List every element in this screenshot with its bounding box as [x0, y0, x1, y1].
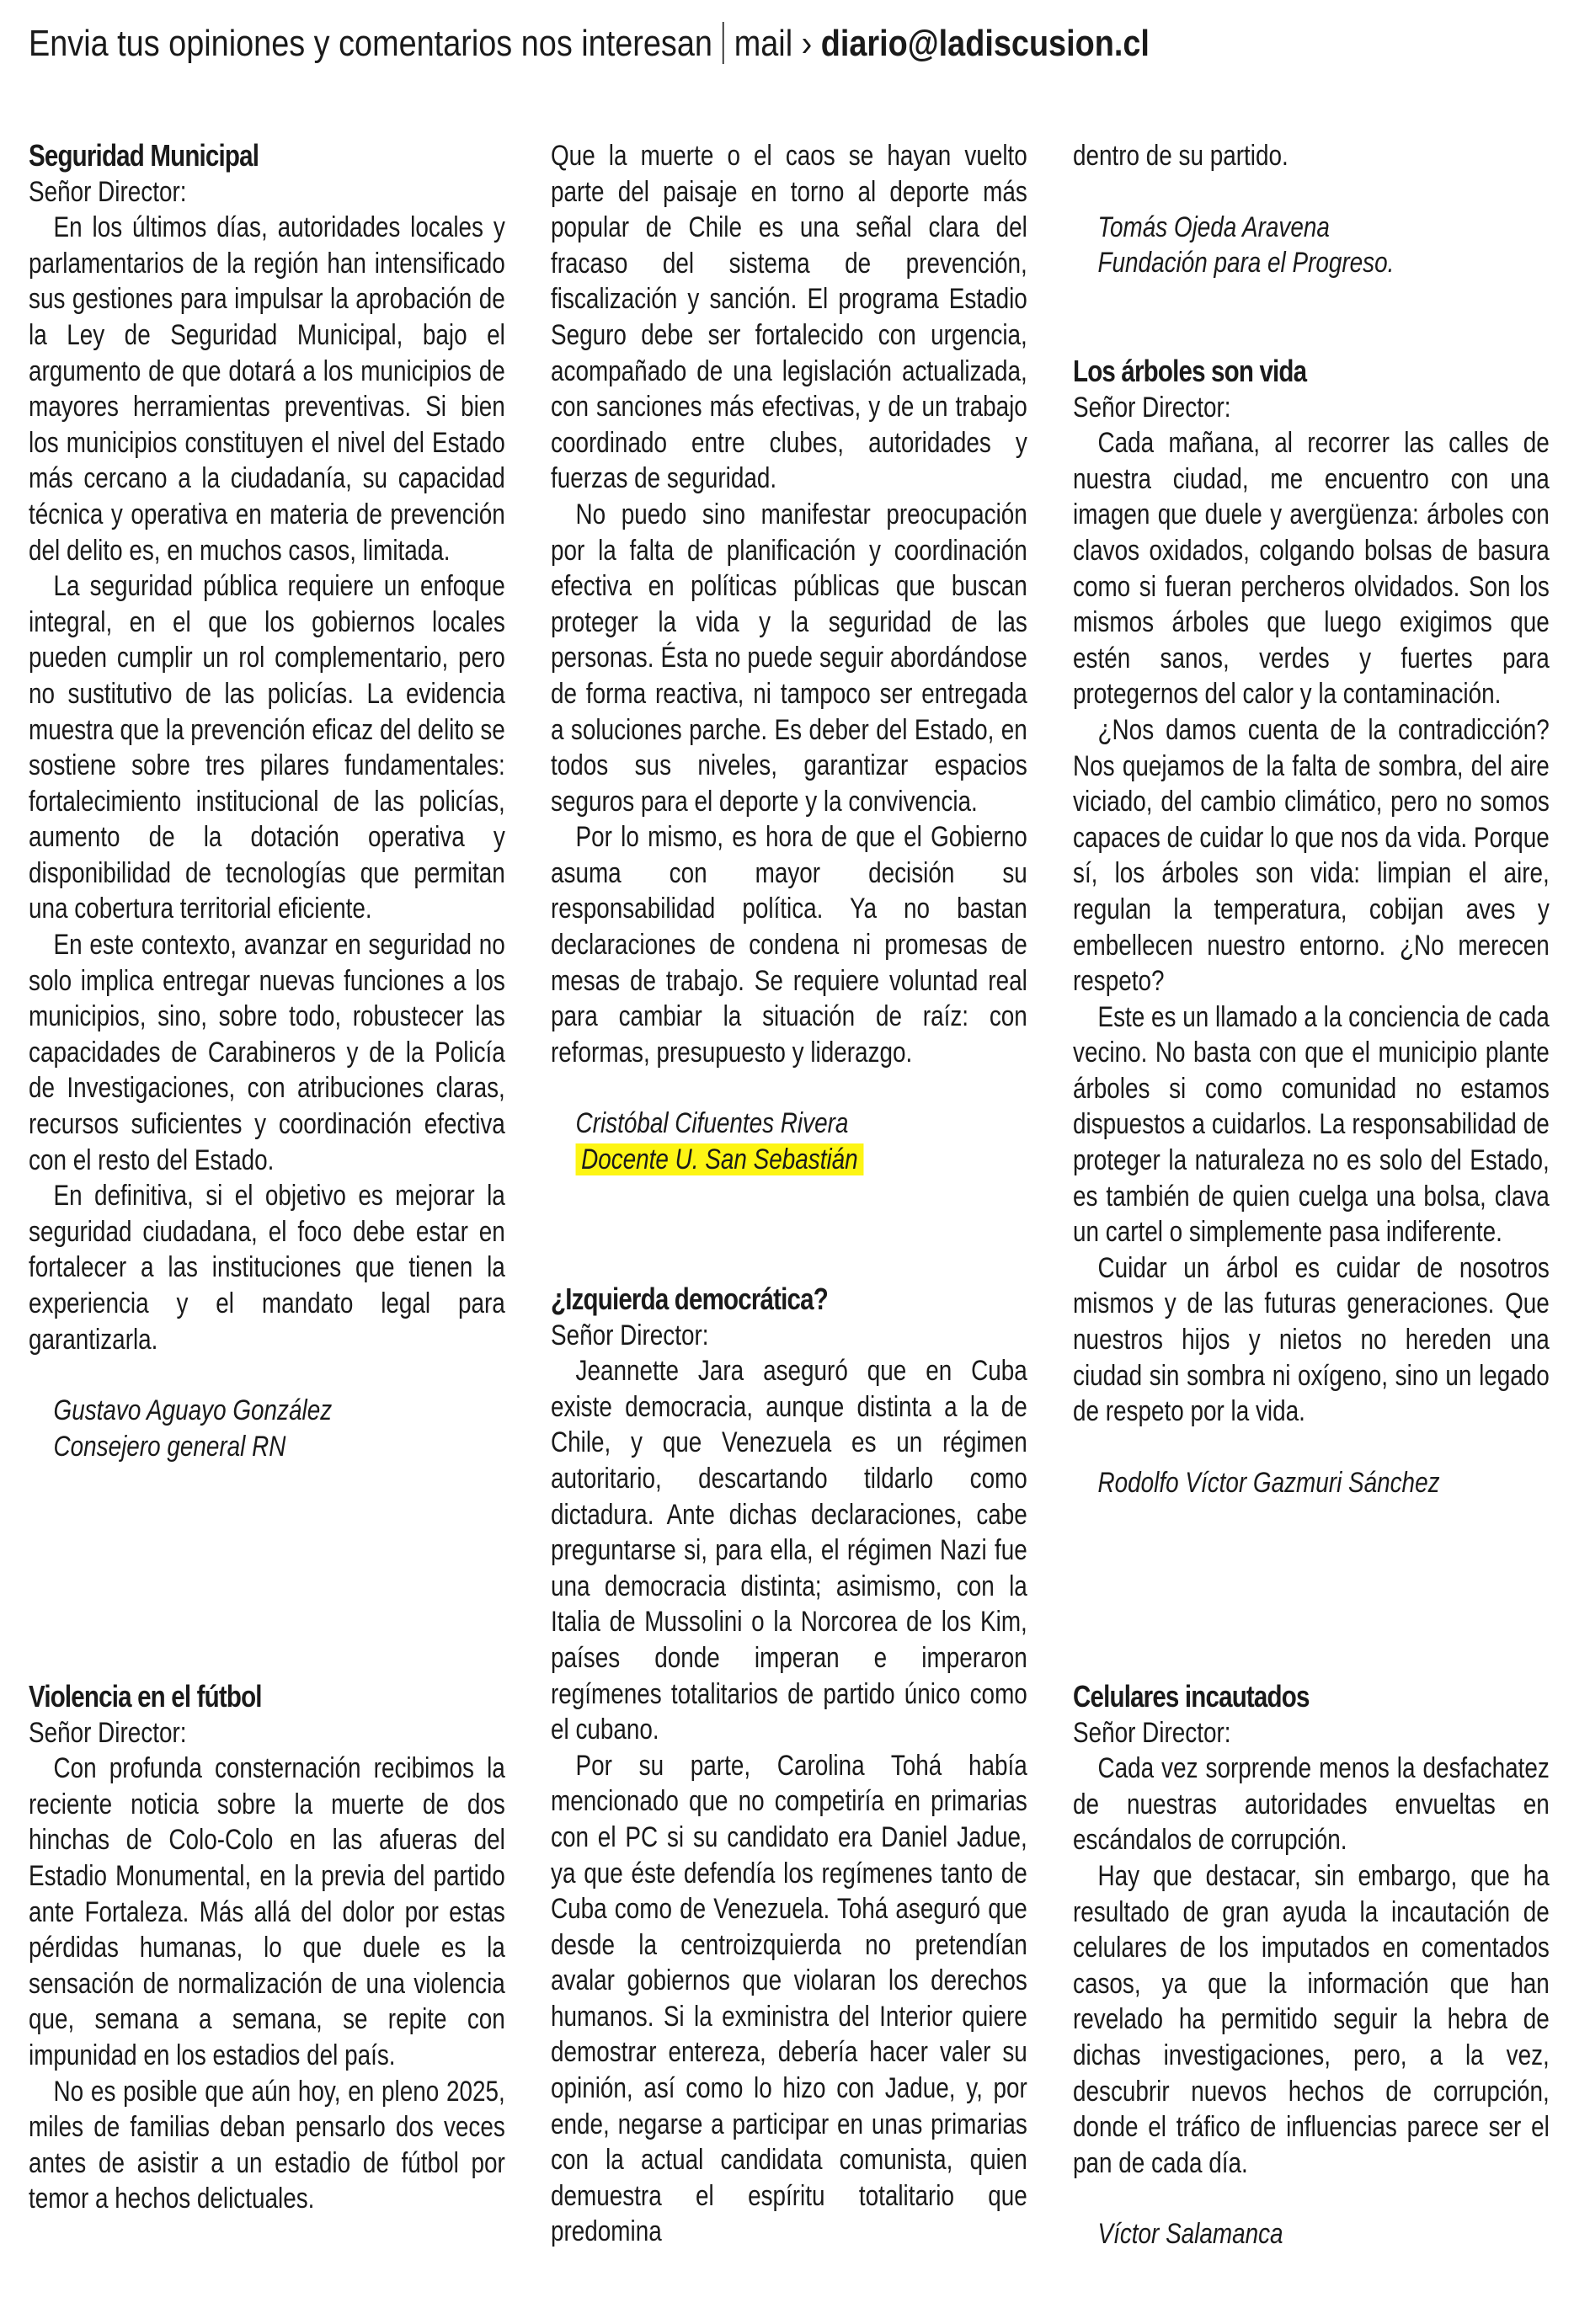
author-name: Víctor Salamanca [1097, 2218, 1283, 2251]
letter-violencia-futbol-continued [551, 138, 1027, 1178]
mail-label: mail › [734, 23, 813, 64]
paragraph: Cada vez sorprende menos la desfachatez de nuestras autoridades envueltas en escándalos de corrupción. [1073, 1752, 1550, 1857]
email-link[interactable]: diario@ladiscusion.cl [820, 23, 1150, 64]
letter-celulares-incautados [1073, 1679, 1550, 2252]
letter-title: Seguridad Municipal [29, 138, 259, 173]
letter-izquierda-democratica [551, 1282, 1027, 2250]
author-role: Fundación para el Progreso. [1097, 247, 1395, 280]
paragraph: En definitiva, si el objetivo es mejorar la seguridad ciudadana, el foco debe estar en fortalecer a las instituciones que tienen la experiencia y el mandato legal para garantizarla. [29, 1180, 505, 1356]
salutation: Señor Director: [1073, 391, 1231, 424]
paragraph: Jeannette Jara aseguró que en Cuba existe democracia, aunque distinta a la de Chile, y que Venezuela es un régimen autoritario, descartando tildarlo como dictadura. Ante dichas declaraciones, cabe preguntarse si, para ella, el régimen Nazi fue una democracia distinta; asimismo, con la Italia de Mussolini o la Norcorea de los Kim, países donde imperan e imperaron regímenes totalitarios de partido único como el cubano. [551, 1355, 1027, 1746]
letter-title: Celulares incautados [1073, 1679, 1310, 1714]
paragraph: Este es un llamado a la conciencia de cada vecino. No basta con que el municipio plante árboles si como comunidad no estamos dispuestos a cuidarlos. La responsabilidad de proteger la naturaleza no es solo del Estado, es también de quien cuelga una bolsa, clava un cartel o simplemente pasa indiferente. [1073, 1000, 1550, 1249]
paragraph: ¿Nos damos cuenta de la contradicción? Nos quejamos de la falta de sombra, del aire viciado, del cambio climático, pero no somos capaces de cuidar lo que nos da vida. Porque sí, los árboles son vida: limpian el aire, regulan la temperatura, cobijan aves y embellecen nuestro entorno. ¿No merecen respeto? [1073, 713, 1550, 998]
paragraph: No puedo sino manifestar preocupación por la falta de planificación y coordinación efectiva en políticas públicas que buscan proteger la vida y la seguridad de las personas. Ésta no puede seguir abordándose de forma reactiva, ni tampoco ser entregada a soluciones parche. Es deber del Estado, en todos sus niveles, garantizar espacios seguros para el deporte y la convivencia. [551, 498, 1027, 818]
paragraph: Que la muerte o el caos se hayan vuelto parte del paisaje en torno al deporte más popular de Chile es una señal clara del fracaso del sistema de prevención, fiscalización y sanción. El programa Estadio Seguro debe ser fortalecido con urgencia, acompañado de una legislación actualizada, con sanciones más efectivas, y de un trabajo coordinado entre clubes, autoridades y fuerzas de seguridad. [551, 140, 1027, 495]
author-role: Consejero general RN [53, 1430, 286, 1463]
paragraph: No es posible que aún hoy, en pleno 2025, miles de familias deban pensarlo dos veces antes de asistir a un estadio de fútbol por temor a hechos delictuales. [29, 2075, 505, 2215]
letter-title: ¿Izquierda democrática? [551, 1282, 828, 1316]
letter-seguridad-municipal [29, 138, 505, 1464]
contact-banner [29, 19, 1150, 69]
paragraph: En este contexto, avanzar en seguridad no solo implica entregar nuevas funciones a los municipios, sino, sobre todo, robustecer las capacidades de Carabineros y de la Policía de Investigaciones, con atribuciones claras, recursos suficientes y coordinación efectiva con el resto del Estado. [29, 929, 505, 1176]
letter-arboles-son-vida [1073, 354, 1550, 1500]
paragraph: Hay que destacar, sin embargo, que ha resultado de gran ayuda la incautación de celulares de los imputados en comentados casos, ya que la información que han revelado ha permitido seguir la hebra de dichas investigaciones, pero, a la vez, descubrir nuevos hechos de corrupción, donde el tráfico de influencias parece ser el pan de cada día. [1073, 1859, 1550, 2179]
banner-text: Envia tus opiniones y comentarios nos interesan [29, 23, 712, 64]
letter-title: Violencia en el fútbol [29, 1679, 262, 1714]
paragraph: La seguridad pública requiere un enfoque integral, en el que los gobiernos locales pueden cumplir un rol complementario, pero no sustitutivo de las policías. La evidencia muestra que la prevención eficaz del delito se sostiene sobre tres pilares fundamentales: fortalecimiento institucional de las policías, aumento de la dotación operativa y disponibilidad de tecnologías que permitan una cobertura territorial eficiente. [29, 570, 505, 925]
salutation: Señor Director: [551, 1319, 709, 1351]
paragraph: Con profunda consternación recibimos la reciente noticia sobre la muerte de dos hinchas de Colo-Colo en las afueras del Estadio Monumental, en la previa del partido ante Fortaleza. Más allá del dolor por estas pérdidas humanas, lo que duele es la sensación de normalización de una violencia que, semana a semana, se repite con impunidad en los estadios del país. [29, 1752, 505, 2071]
paragraph: dentro de su partido. [1073, 140, 1289, 172]
author-name: Tomás Ojeda Aravena [1097, 211, 1330, 243]
salutation: Señor Director: [1073, 1716, 1231, 1749]
salutation: Señor Director: [29, 175, 187, 208]
paragraph: Cuidar un árbol es cuidar de nosotros mismos y de las futuras generaciones. Que nuestros hijos y nietos no hereden una ciudad sin sombra ni oxígeno, sino un legado de respeto por la vida. [1073, 1251, 1550, 1428]
letter-title: Los árboles son vida [1073, 354, 1307, 388]
letter-izquierda-democratica-continued [1073, 138, 1550, 281]
paragraph: Cada mañana, al recorrer las calles de nuestra ciudad, me encuentro con una imagen que duele y avergüenza: árboles con clavos oxidados, colgando bolsas de basura como si fueran percheros olvidados. Son los mismos árboles que luego exigimos que estén sanos, verdes y fuertes para protegernos del calor y la contaminación. [1073, 427, 1550, 711]
salutation: Señor Director: [29, 1716, 187, 1749]
author-role-highlighted: Docente U. San Sebastián [576, 1143, 864, 1175]
author-name: Cristóbal Cifuentes Rivera [575, 1107, 849, 1140]
paragraph: Por lo mismo, es hora de que el Gobierno asuma con mayor decisión su responsabilidad política. Ya no bastan declaraciones de condena ni promesas de mesas de trabajo. Se requiere voluntad real para cambiar la situación de raíz: con reformas, presupuesto y liderazgo. [551, 821, 1027, 1069]
paragraph: En los últimos días, autoridades locales y parlamentarios de la región han intensificado sus gestiones para impulsar la aprobación de la Ley de Seguridad Municipal, bajo el argumento de que dotará a los municipios de mayores herramientas preventivas. Si bien los municipios constituyen el nivel del Estado más cercano a la ciudadanía, su capacidad técnica y operativa en materia de prevención del delito es, en muchos casos, limitada. [29, 211, 505, 567]
paragraph: Por su parte, Carolina Tohá había mencionado que no competiría en primarias con el PC si su candidato era Daniel Jadue, ya que éste defendía los regímenes tanto de Cuba como de Venezuela. Tohá aseguró que desde la centroizquierda no pretendían avalar gobiernos que violaran los derechos humanos. Si la exministra del Interior quiere demostrar entereza, debería hacer valer su opinión, así como lo hizo con Jadue, y, por ende, negarse a participar en unas primarias con la actual candidata comunista, quien demuestra el espíritu totalitario que predomina [551, 1749, 1027, 2248]
divider [723, 22, 724, 64]
author-name: Rodolfo Víctor Gazmuri Sánchez [1097, 1466, 1440, 1499]
author-name: Gustavo Aguayo González [53, 1394, 333, 1427]
letter-violencia-futbol [29, 1679, 505, 2217]
